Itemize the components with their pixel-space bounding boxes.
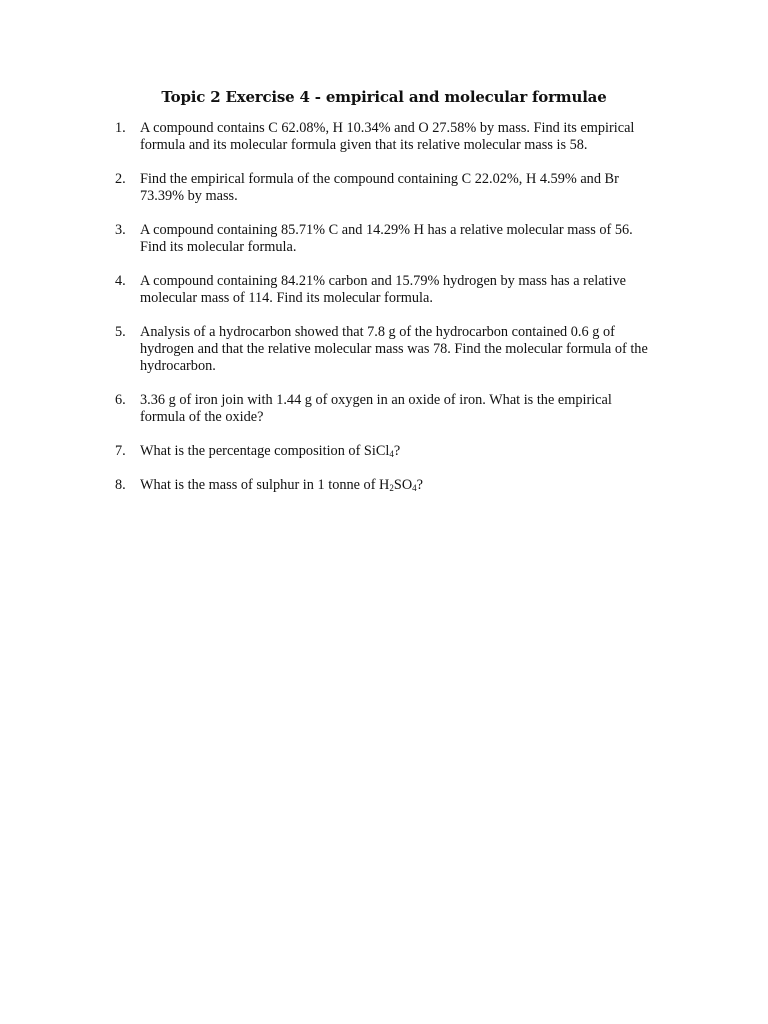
question-list (115, 120, 655, 511)
question-item-7 (115, 443, 655, 460)
subscript: 4 (412, 483, 417, 493)
question-number: 2. (115, 171, 126, 187)
question-text-part: SO (393, 477, 413, 493)
question-text-part: ? (416, 477, 424, 493)
question-number: 6. (115, 392, 126, 408)
question-text: Analysis of a hydrocarbon showed that 7.8 g of the hydrocarbon contained 0.6 g of hydrogen and that the relative molecular mass was 78. Find the molecular formula of the hydrocarbon. (140, 324, 648, 374)
question-item-3 (115, 222, 655, 256)
page-title: Topic 2 Exercise 4 - empirical and molecular formulae (161, 88, 607, 106)
question-number: 4. (115, 273, 126, 289)
question-number: 1. (115, 120, 126, 136)
question-text: 3.36 g of iron join with 1.44 g of oxygen in an oxide of iron. What is the empirical formula of the oxide? (140, 392, 612, 425)
question-item-6 (115, 392, 655, 426)
question-text: A compound containing 84.21% carbon and 15.79% hydrogen by mass has a relative molecular mass of 114. Find its molecular formula. (140, 273, 626, 306)
question-item-4 (115, 273, 655, 307)
question-text-part: ? (393, 443, 401, 459)
question-text-part: What is the mass of sulphur in 1 tonne of H (140, 477, 390, 493)
question-text: A compound contains C 62.08%, H 10.34% and O 27.58% by mass. Find its empirical formula and its molecular formula given that its relative molecular mass is 58. (140, 120, 635, 153)
question-text (140, 477, 655, 494)
question-number: 3. (115, 222, 126, 238)
question-text (140, 443, 655, 460)
question-text: A compound containing 85.71% C and 14.29% H has a relative molecular mass of 56. Find its molecular formula. (140, 222, 633, 255)
question-item-1 (115, 120, 655, 154)
question-text: Find the empirical formula of the compound containing C 22.02%, H 4.59% and Br 73.39% by mass. (140, 171, 619, 204)
question-number: 7. (115, 443, 126, 459)
subscript: 4 (389, 449, 394, 459)
question-number: 8. (115, 477, 126, 493)
question-number: 5. (115, 324, 126, 340)
question-item-2 (115, 171, 655, 205)
subscript: 2 (389, 483, 394, 493)
question-item-5 (115, 324, 655, 375)
question-item-8 (115, 477, 655, 494)
question-text-part: What is the percentage composition of SiCl (140, 443, 390, 459)
